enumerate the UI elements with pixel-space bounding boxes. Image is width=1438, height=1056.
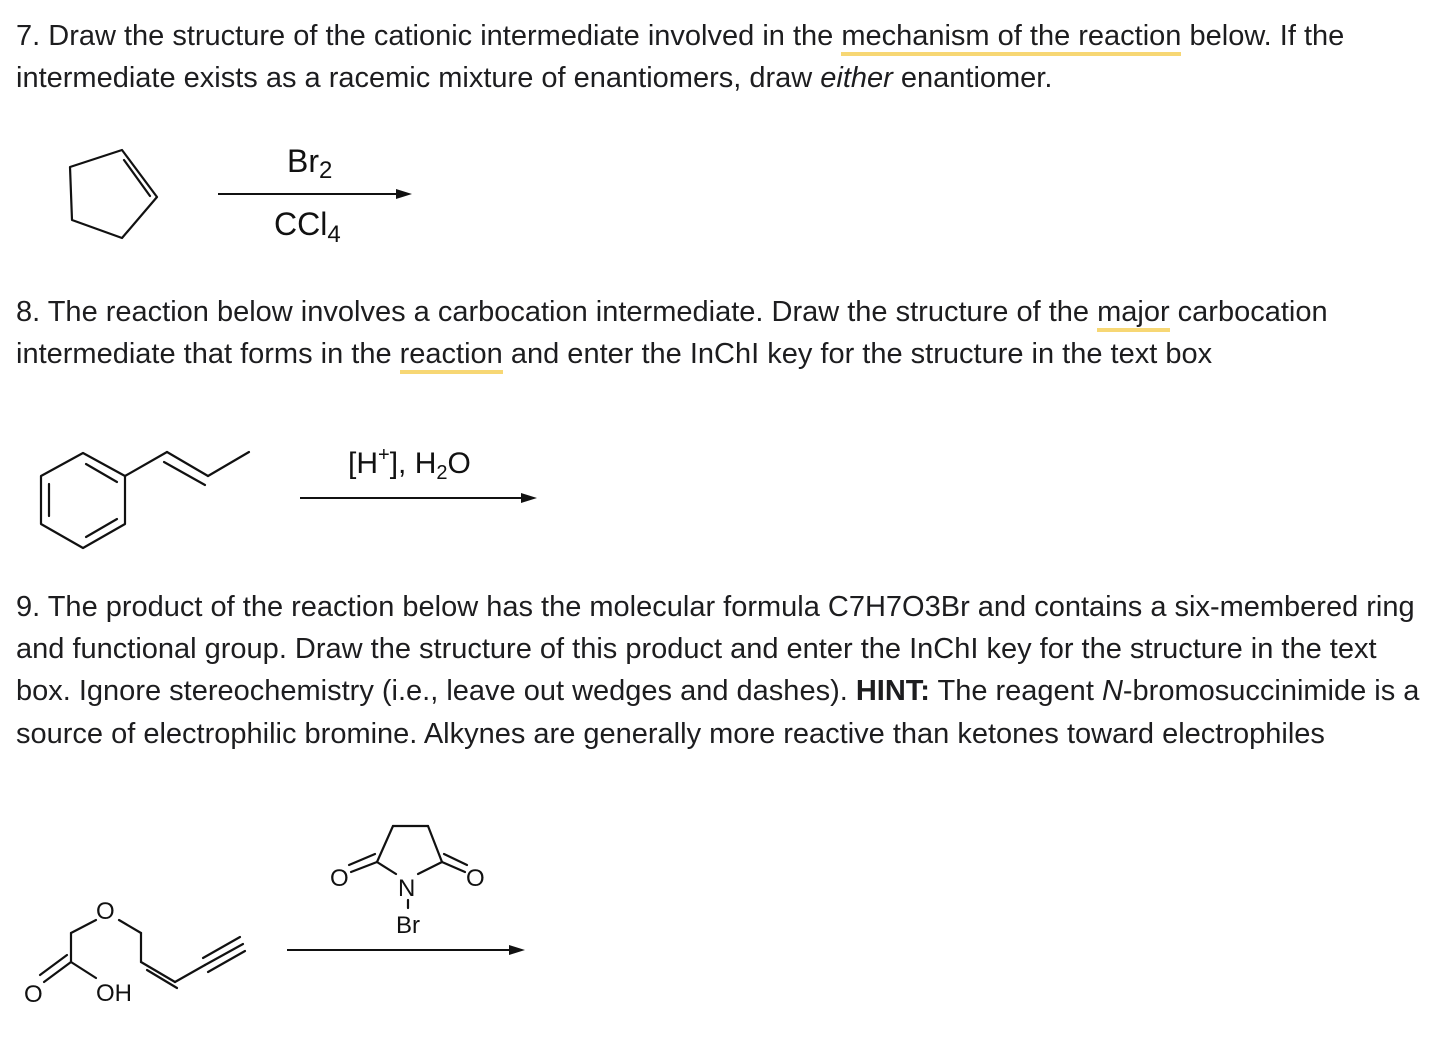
- reagent-acid-water: [H+], $H_2O$: [348, 444, 471, 484]
- nbs-oxygen-right: O: [466, 865, 485, 892]
- reaction-arrow-8: [300, 493, 537, 503]
- question-7-number: 7.: [16, 20, 41, 52]
- question-8-text: 8. The reaction below involves a carbocation intermediate. Draw the structure of the major carbocation intermediate that forms in the reaction and enter the InChI key for the structure in the text box: [16, 291, 1426, 375]
- nbs-nitrogen: N: [398, 875, 416, 902]
- emphasis-n: N: [1101, 675, 1123, 708]
- question-9-number: 9.: [16, 591, 41, 623]
- nbs-bromine: Br: [396, 912, 420, 939]
- trans-1-phenylpropene-structure: [41, 452, 249, 548]
- reaction-8: [0, 430, 1438, 570]
- emphasis-either: either: [820, 62, 893, 95]
- reaction-arrow-7: [218, 189, 412, 199]
- highlight-reaction[interactable]: reaction: [400, 338, 503, 374]
- highlight-major[interactable]: major: [1097, 296, 1170, 332]
- solvent-ccl4: CCl$_4$: [274, 206, 341, 248]
- nbs-structure: [330, 826, 485, 939]
- carbonyl-oxygen: O: [24, 981, 43, 1008]
- starting-material-structure: [24, 898, 245, 1008]
- reagent-br2: Br2: [287, 143, 333, 184]
- cyclopentene-structure: [70, 150, 157, 238]
- hydroxyl-group: OH: [96, 980, 132, 1007]
- question-7-text: 7. Draw the structure of the cationic intermediate involved in the mechanism of the reaction below. If the intermediate exists as a racemic mixture of enantiomers, draw either enantiomer.: [16, 20, 1345, 95]
- reaction-arrow-9: [287, 945, 525, 955]
- question-8-number: 8.: [16, 296, 41, 328]
- highlight-mechanism[interactable]: mechanism of the reaction: [841, 20, 1181, 56]
- reaction-9: [0, 810, 1438, 1050]
- reaction-7: [0, 0, 1438, 260]
- ether-oxygen: O: [96, 898, 115, 925]
- question-9-text: 9. The product of the reaction below has the molecular formula C7H7O3Br and contains a six-membered ring and functional group. Draw the structure of this product and enter the InChI key for the structure in the text box. Ignore stereochemistry (i.e., leave out wedges and dashes). HINT: The reagent N-bromosuccinimide is a source of electrophilic bromine. Alkynes are generally more reactive than ketones toward electrophiles: [16, 591, 1420, 750]
- nbs-oxygen-left: O: [330, 865, 349, 892]
- hint-label: HINT:: [855, 675, 930, 708]
